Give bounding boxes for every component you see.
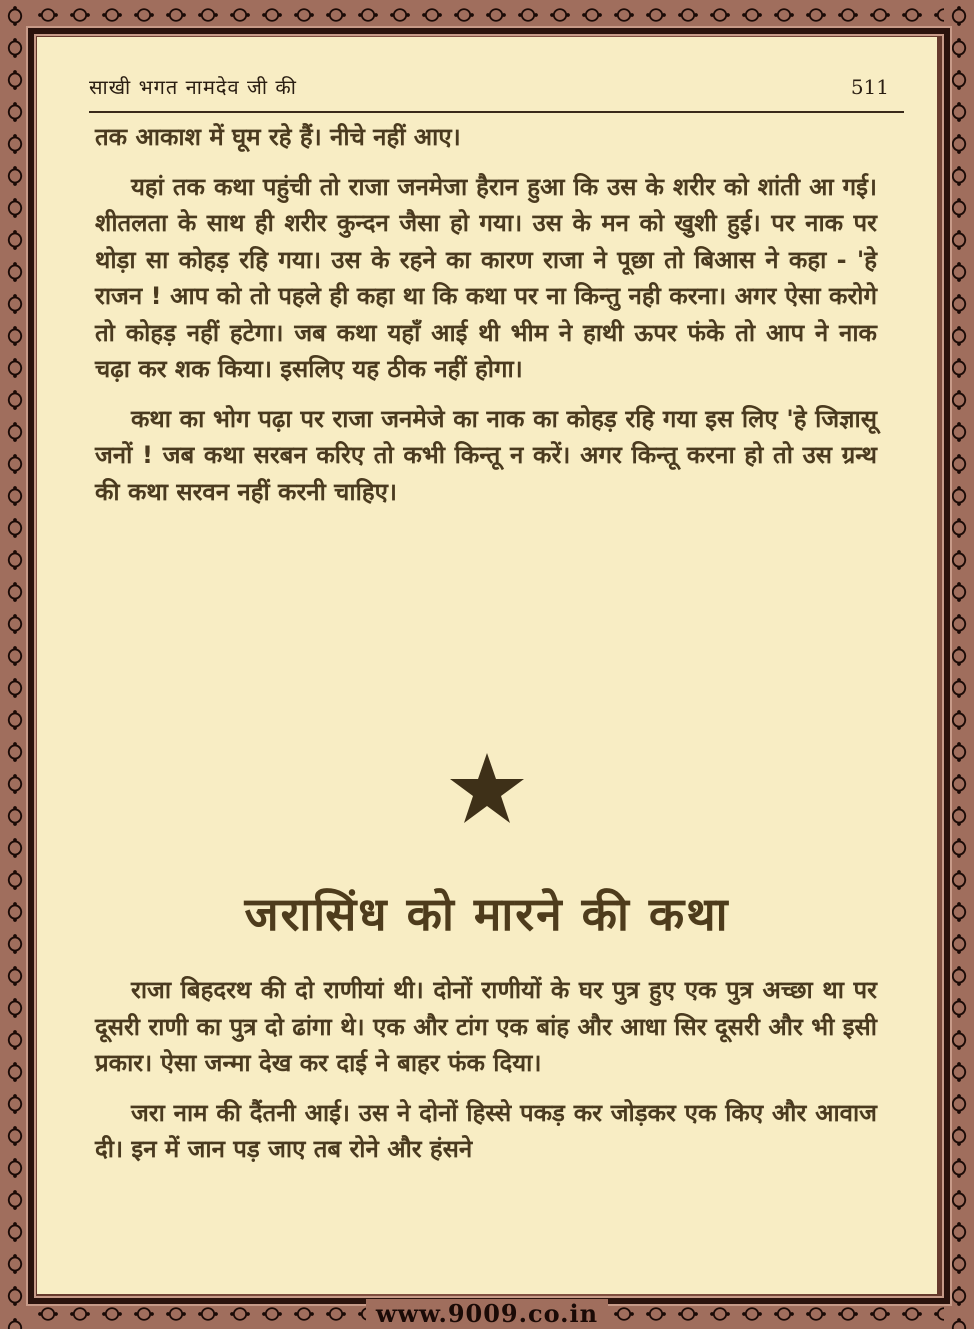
running-head (89, 73, 889, 105)
chapter-heading: जरासिंध को मारने की कथा (244, 887, 730, 941)
book-page (37, 37, 937, 1294)
body-text-top (95, 119, 877, 523)
footer-url-text[interactable]: www.9009.co.in (366, 1299, 608, 1328)
paragraph: जरा नाम की दैंतनी आई। उस ने दोनों हिस्से पकड़ कर जोड़कर एक किए और आवाज दी। इन में जान पड़ जाए तब रोने और हंसने (95, 1098, 877, 1163)
header-rule (89, 111, 904, 113)
paragraph: यहां तक कथा पहुंची तो राजा जनमेजा हैरान हुआ कि उस के शरीर को शांती आ गई। शीतलता के साथ ही शरीर कुन्दन जैसा हो गया। उस के मन को खुशी हुई। पर नाक पर थोड़ा सा कोहड़ रहि गया। उस के रहने का कारण राजा ने पूछा तो बिआस ने कहा - 'हे राजन ! आप को तो पहले ही कहा था कि कथा पर ना किन्तु नही करना। अगर ऐसा करोगे तो कोहड़ नहीं हटेगा। जब कथा यहाँ आई थी भीम ने हाथी ऊपर फंके तो आप ने नाक चढ़ा कर शक किया। इसलिए यह ठीक नहीं होगा। (95, 172, 877, 383)
footer-url[interactable] (0, 1299, 974, 1329)
paragraph: तक आकाश में घूम रहे हैं। नीचे नहीं आए। (95, 123, 461, 151)
page-number: 511 (850, 75, 889, 99)
paragraph: कथा का भोग पढ़ा पर राजा जनमेजे का नाक का कोहड़ रहि गया इस लिए 'हे जिज्ञासू जनों ! जब कथा सरबन करिए तो कभी किन्तू न करें। अगर किन्तू करना हो तो उस ग्रन्थ की कथा सरवन नहीं करनी चाहिए। (95, 404, 877, 506)
paragraph: राजा बिहदरथ की दो राणीयां थी। दोनों राणीयों के घर पुत्र हुए एक पुत्र अच्छा था पर दूसरी राणी का पुत्र दो ढांगा थे। एक और टांग एक बांह और आधा सिर दूसरी और भी इसी प्रकार। ऐसा जन्मा देख कर दाई ने बाहर फंक दिया। (95, 976, 877, 1077)
star-icon (447, 749, 527, 829)
border-left-ornament (0, 0, 30, 1329)
border-top-ornament (0, 0, 974, 30)
running-title: साखी भगत नामदेव जी की (89, 75, 297, 99)
body-text-bottom (95, 972, 877, 1181)
